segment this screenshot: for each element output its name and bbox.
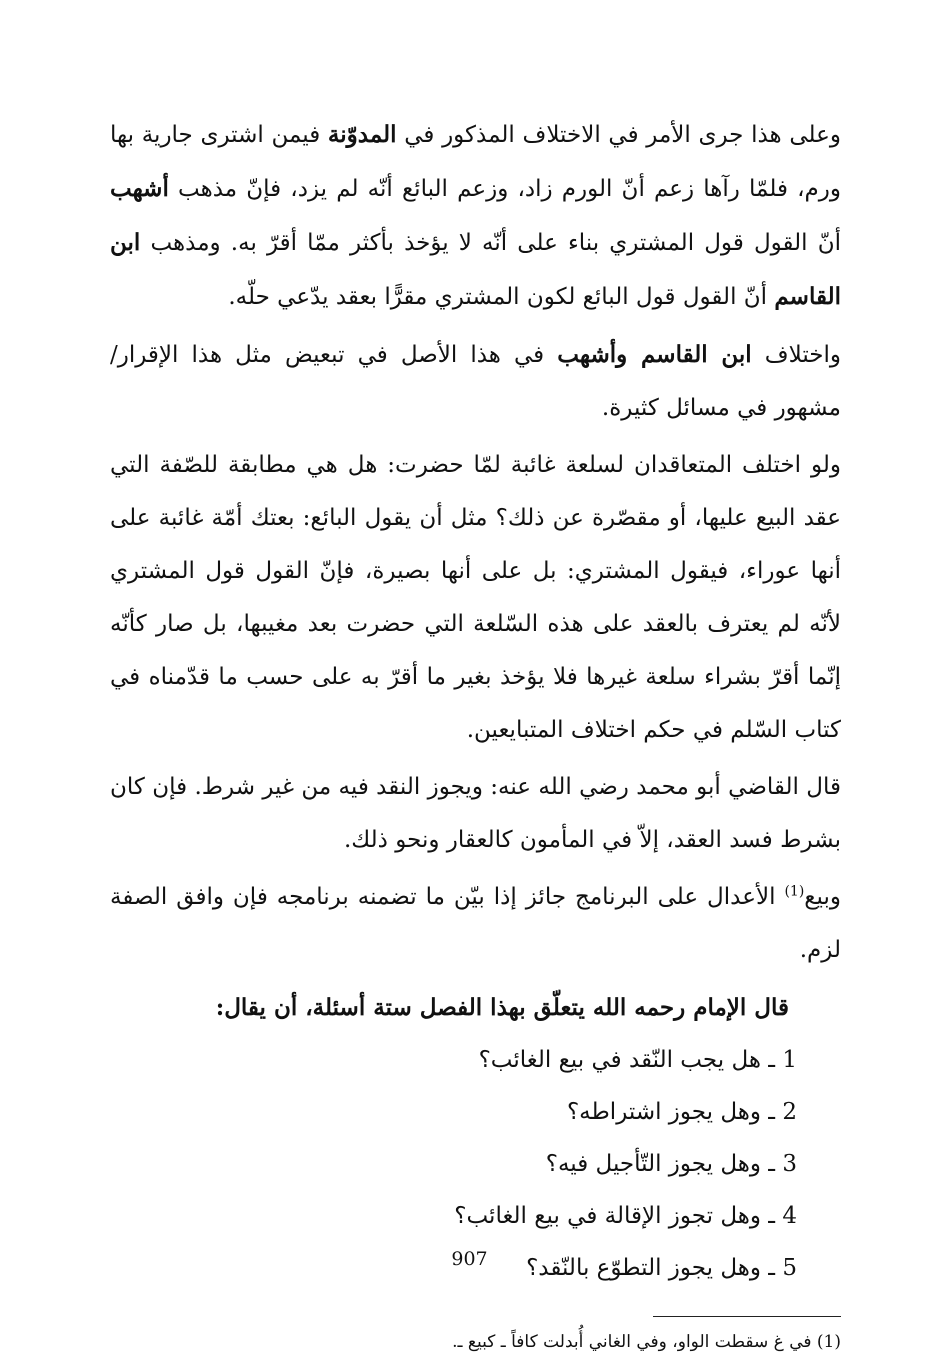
paragraph-1-text-d: أنّ القول قول البائع لكون المشتري مقرًّا بعقد يدّعي حلّه. [228, 284, 775, 310]
paragraph-2 [110, 328, 841, 435]
paragraph-2-text-a: واختلاف [751, 342, 841, 368]
footnote: (1) في غ سقطت الواو، وفي الغاني أُبدلت كافاً ـ كبيع ـ. [452, 1332, 841, 1352]
paragraph-1-text-b: فيمن اشترى جارية بها ورم، فلمّا رآها زعم أنّ الورم زاد، وزعم البائع أنّه لم يزد، فإنّ مذهب [110, 122, 841, 202]
question-item-4: 4 ـ وهل تجوز الإقالة في بيع الغائب؟ [454, 1203, 797, 1229]
page-number: 907 [451, 1248, 488, 1270]
paragraph-1-text-c: أنّ القول قول المشتري بناء على أنّه لا يؤخذ بأكثر ممّا أقرّ به. ومذهب [140, 230, 841, 256]
question-item-2: 2 ـ وهل يجوز اشتراطه؟ [566, 1099, 797, 1125]
paragraph-3: ولو اختلف المتعاقدان لسلعة غائبة لمّا حضرت: هل هي مطابقة للصّفة التي عقد البيع عليها، أو مقصّرة عن ذلك؟ مثل أن يقول البائع: بعتك أمّة غائبة على أنها عوراء، فيقول المشتري: بل على أنها بصيرة، فإنّ القول قول المشتري لأنّه لم يعترف بالعقد على هذه السّلعة التي حضرت بعد مغيبها، بل صار كأنّه إنّما أقرّ بشراء سلعة غيرها فلا يؤخذ بغير ما أقرّ به على حسب ما قدّمناه في كتاب السّلم في حكم اختلاف المتبايعين. [110, 452, 841, 743]
paragraph-1-bold-ashhab: أشهب [110, 175, 169, 202]
paragraph-1-bold-ibn-qasim: ابن القاسم [110, 229, 841, 310]
paragraph-1-bold-mudawwana: المدوّنة [327, 121, 397, 148]
question-item-5: 5 ـ وهل يجوز التطوّع بالنّقد؟ [526, 1255, 797, 1281]
paragraph-5 [110, 871, 841, 977]
paragraph-5-text-b: الأعدال على البرنامج جائز إذا بيّن ما تضمنه برنامجه فإن وافق الصفة لزم. [110, 884, 841, 963]
paragraph-2-bold-names: ابن القاسم وأشهب [557, 341, 752, 368]
question-item-1: 1 ـ هل يجب النّقد في بيع الغائب؟ [478, 1047, 797, 1073]
question-item-3: 3 ـ وهل يجوز التّأجيل فيه؟ [545, 1151, 797, 1177]
paragraph-4: قال القاضي أبو محمد رضي الله عنه: ويجوز النقد فيه من غير شرط. فإن كان بشرط فسد العقد، إلاّ في المأمون كالعقار ونحو ذلك. [110, 774, 841, 853]
paragraph-1 [110, 108, 841, 324]
paragraph-1-text-a: وعلى هذا جرى الأمر في الاختلاف المذكور في [396, 122, 841, 148]
paragraph-2-text-b: في هذا الأصل في تبعيض مثل هذا الإقرار/ مشهور في مسائل كثيرة. [110, 342, 841, 421]
footnote-reference: (1) [784, 883, 805, 900]
paragraph-5-text-a: وبيع [804, 884, 841, 910]
section-heading: قال الإمام رحمه الله يتعلّق بهذا الفصل ستة أسئلة، أن يقال: [215, 994, 789, 1021]
footnote-divider [653, 1316, 841, 1317]
